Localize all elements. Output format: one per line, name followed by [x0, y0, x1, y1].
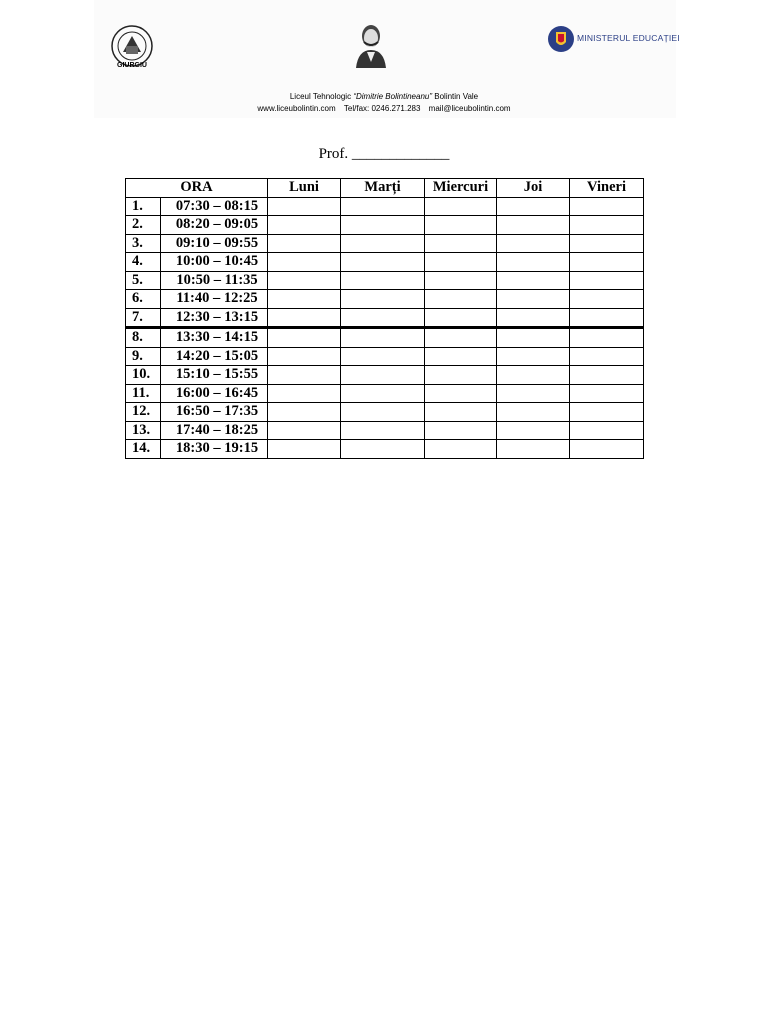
cell-joi[interactable] — [497, 384, 570, 403]
cell-joi[interactable] — [497, 234, 570, 253]
period-time: 10:00 – 10:45 — [161, 253, 268, 272]
cell-miercuri[interactable] — [425, 328, 497, 348]
cell-miercuri[interactable] — [425, 366, 497, 385]
period-time: 11:40 – 12:25 — [161, 290, 268, 309]
header-miercuri: Miercuri — [425, 179, 497, 198]
table-row — [126, 328, 644, 348]
cell-marti[interactable] — [341, 253, 425, 272]
period-number: 9. — [126, 347, 161, 366]
cell-marti[interactable] — [341, 421, 425, 440]
timetable — [125, 178, 644, 459]
table-row — [126, 308, 644, 328]
cell-miercuri[interactable] — [425, 197, 497, 216]
cell-marti[interactable] — [341, 197, 425, 216]
cell-miercuri[interactable] — [425, 216, 497, 235]
cell-joi[interactable] — [497, 216, 570, 235]
header-luni: Luni — [268, 179, 341, 198]
school-suffix: Bolintin Vale — [434, 92, 479, 101]
cell-luni[interactable] — [268, 403, 341, 422]
table-row — [126, 197, 644, 216]
period-time: 10:50 – 11:35 — [161, 271, 268, 290]
period-time: 15:10 – 15:55 — [161, 366, 268, 385]
period-time: 12:30 – 13:15 — [161, 308, 268, 328]
period-number: 14. — [126, 440, 161, 459]
table-row — [126, 421, 644, 440]
cell-marti[interactable] — [341, 216, 425, 235]
cell-luni[interactable] — [268, 253, 341, 272]
period-number: 4. — [126, 253, 161, 272]
cell-miercuri[interactable] — [425, 347, 497, 366]
contact-line — [0, 104, 768, 113]
cell-luni[interactable] — [268, 290, 341, 309]
cell-joi[interactable] — [497, 197, 570, 216]
cell-miercuri[interactable] — [425, 253, 497, 272]
table-row — [126, 216, 644, 235]
cell-vineri[interactable] — [570, 308, 644, 328]
cell-miercuri[interactable] — [425, 440, 497, 459]
cell-luni[interactable] — [268, 384, 341, 403]
cell-joi[interactable] — [497, 328, 570, 348]
cell-vineri[interactable] — [570, 253, 644, 272]
cell-vineri[interactable] — [570, 366, 644, 385]
cell-vineri[interactable] — [570, 347, 644, 366]
period-number: 3. — [126, 234, 161, 253]
ministry-name: MINISTERUL EDUCAȚIEI — [577, 33, 680, 43]
period-number: 8. — [126, 328, 161, 348]
cell-vineri[interactable] — [570, 440, 644, 459]
period-time: 14:20 – 15:05 — [161, 347, 268, 366]
cell-miercuri[interactable] — [425, 290, 497, 309]
table-row — [126, 366, 644, 385]
period-time: 07:30 – 08:15 — [161, 197, 268, 216]
cell-vineri[interactable] — [570, 290, 644, 309]
table-row — [126, 234, 644, 253]
cell-luni[interactable] — [268, 366, 341, 385]
period-time: 08:20 – 09:05 — [161, 216, 268, 235]
cell-joi[interactable] — [497, 271, 570, 290]
cell-marti[interactable] — [341, 347, 425, 366]
cell-joi[interactable] — [497, 366, 570, 385]
cell-marti[interactable] — [341, 290, 425, 309]
cell-vineri[interactable] — [570, 197, 644, 216]
cell-marti[interactable] — [341, 403, 425, 422]
cell-joi[interactable] — [497, 347, 570, 366]
cell-marti[interactable] — [341, 271, 425, 290]
cell-vineri[interactable] — [570, 403, 644, 422]
cell-luni[interactable] — [268, 347, 341, 366]
cell-vineri[interactable] — [570, 234, 644, 253]
table-row — [126, 290, 644, 309]
school-name-line — [0, 92, 768, 101]
cell-vineri[interactable] — [570, 384, 644, 403]
ministry-coat-of-arms-icon — [547, 24, 575, 54]
cell-marti[interactable] — [341, 328, 425, 348]
period-number: 13. — [126, 421, 161, 440]
cell-luni[interactable] — [268, 421, 341, 440]
cell-vineri[interactable] — [570, 271, 644, 290]
period-number: 7. — [126, 308, 161, 328]
cell-joi[interactable] — [497, 290, 570, 309]
portrait-emblem — [350, 22, 392, 70]
period-time: 18:30 – 19:15 — [161, 440, 268, 459]
cell-marti[interactable] — [341, 440, 425, 459]
period-number: 10. — [126, 366, 161, 385]
cell-miercuri[interactable] — [425, 421, 497, 440]
period-time: 16:50 – 17:35 — [161, 403, 268, 422]
header-joi: Joi — [497, 179, 570, 198]
cell-marti[interactable] — [341, 366, 425, 385]
period-time: 13:30 – 14:15 — [161, 328, 268, 348]
cell-joi[interactable] — [497, 253, 570, 272]
period-number: 5. — [126, 271, 161, 290]
table-row — [126, 403, 644, 422]
cell-vineri[interactable] — [570, 216, 644, 235]
period-number: 11. — [126, 384, 161, 403]
period-number: 6. — [126, 290, 161, 309]
website-link[interactable]: www.liceubolintin.com — [257, 104, 336, 113]
cell-miercuri[interactable] — [425, 234, 497, 253]
cell-luni[interactable] — [268, 216, 341, 235]
period-time: 16:00 – 16:45 — [161, 384, 268, 403]
table-row — [126, 384, 644, 403]
prof-name-line: Prof. _____________ — [318, 146, 450, 162]
cell-luni[interactable] — [268, 271, 341, 290]
header-ora: ORA — [126, 179, 268, 198]
table-row — [126, 253, 644, 272]
period-time: 09:10 – 09:55 — [161, 234, 268, 253]
table-row — [126, 271, 644, 290]
county-school-logo — [108, 24, 156, 70]
cell-miercuri[interactable] — [425, 384, 497, 403]
svg-text:GIURGIU: GIURGIU — [117, 62, 147, 69]
cell-miercuri[interactable] — [425, 308, 497, 328]
cell-marti[interactable] — [341, 308, 425, 328]
cell-miercuri[interactable] — [425, 403, 497, 422]
cell-luni[interactable] — [268, 308, 341, 328]
header-vineri: Vineri — [570, 179, 644, 198]
cell-luni[interactable] — [268, 234, 341, 253]
cell-vineri[interactable] — [570, 328, 644, 348]
cell-vineri[interactable] — [570, 421, 644, 440]
cell-joi[interactable] — [497, 308, 570, 328]
cell-luni[interactable] — [268, 328, 341, 348]
header-row — [126, 179, 644, 198]
table-row — [126, 347, 644, 366]
cell-joi[interactable] — [497, 421, 570, 440]
cell-joi[interactable] — [497, 403, 570, 422]
table-row — [126, 440, 644, 459]
school-prefix: Liceul Tehnologic — [289, 92, 352, 101]
cell-joi[interactable] — [497, 440, 570, 459]
phone-fax: Tel/fax: 0246.271.283 — [343, 104, 421, 113]
header-marti: Marți — [341, 179, 425, 198]
period-time: 17:40 – 18:25 — [161, 421, 268, 440]
cell-luni[interactable] — [268, 197, 341, 216]
period-number: 2. — [126, 216, 161, 235]
period-number: 12. — [126, 403, 161, 422]
cell-luni[interactable] — [268, 440, 341, 459]
cell-marti[interactable] — [341, 234, 425, 253]
email-link[interactable]: mail@liceubolintin.com — [428, 104, 511, 113]
cell-miercuri[interactable] — [425, 271, 497, 290]
period-number: 1. — [126, 197, 161, 216]
cell-marti[interactable] — [341, 384, 425, 403]
school-name: “Dimitrie Bolintineanu” — [353, 92, 433, 101]
